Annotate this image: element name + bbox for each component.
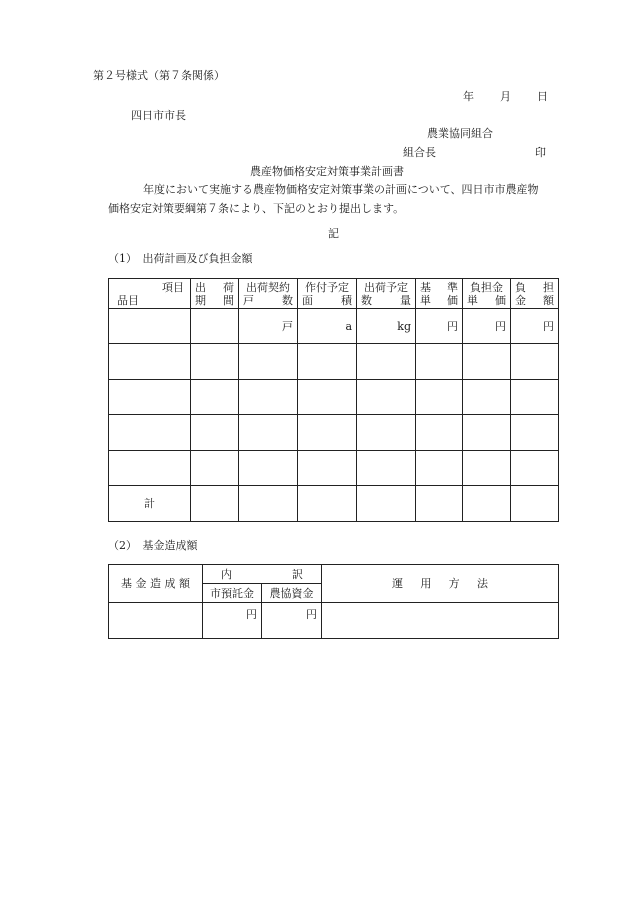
header-base-price	[416, 279, 463, 309]
table-row	[109, 344, 559, 380]
period-cell[interactable]	[191, 309, 239, 344]
intro-line-2: 価格安定対策要綱第７条により、下記のとおり提出します。	[108, 202, 405, 215]
table-cell[interactable]	[463, 344, 511, 380]
table-cell[interactable]	[416, 380, 463, 415]
item-cell[interactable]	[109, 309, 191, 344]
total-row	[109, 486, 559, 522]
usage-method-cell[interactable]	[322, 603, 559, 639]
table-cell[interactable]	[239, 344, 298, 380]
table-cell[interactable]	[463, 486, 511, 522]
table-cell[interactable]	[416, 415, 463, 451]
ki-mark: 記	[328, 227, 339, 240]
h-text: 単	[420, 293, 431, 307]
header-shipping-period	[191, 279, 239, 309]
h-text: 期	[195, 293, 206, 307]
h-text: 方	[448, 577, 460, 590]
table-cell[interactable]	[191, 415, 239, 451]
h-text: 運	[392, 577, 403, 590]
h-text: 荷	[223, 280, 234, 294]
fund-table	[108, 564, 559, 639]
h-text: 間	[223, 293, 234, 307]
h-text: 出荷契約	[246, 280, 290, 294]
table-row	[109, 451, 559, 486]
base-price-unit-cell[interactable]: 円	[416, 309, 463, 344]
h-text: 基	[420, 280, 431, 294]
header-shipping-quantity	[357, 279, 416, 309]
table-cell[interactable]	[357, 344, 416, 380]
corner-bottom-label: 品目	[117, 293, 139, 307]
table-cell[interactable]	[463, 415, 511, 451]
h-text: 数	[361, 293, 372, 307]
coop-funds-header: 農協資金	[262, 584, 322, 603]
h-text: 数	[282, 293, 293, 307]
h-text: 価	[447, 293, 458, 307]
table-cell[interactable]	[191, 380, 239, 415]
table-cell[interactable]	[239, 486, 298, 522]
header-levy-unit-price	[463, 279, 511, 309]
h-text: 単	[467, 293, 478, 307]
form-number: 第２号様式（第７条関係）	[93, 69, 225, 82]
table-cell[interactable]	[298, 415, 357, 451]
h-text: 出	[195, 280, 206, 294]
header-contract-households	[239, 279, 298, 309]
date-month: 月	[500, 90, 511, 103]
table-cell[interactable]	[357, 380, 416, 415]
h-text: 訳	[292, 567, 303, 581]
seal-mark: 印	[535, 146, 546, 159]
table-cell[interactable]	[511, 486, 559, 522]
table-cell[interactable]	[109, 380, 191, 415]
h-text: 積	[341, 293, 352, 307]
table-cell[interactable]	[357, 486, 416, 522]
applicant-title: 組合長	[403, 146, 436, 159]
table-cell[interactable]	[239, 451, 298, 486]
h-text: 金	[515, 293, 526, 307]
table-cell[interactable]	[463, 451, 511, 486]
fund-amount-cell[interactable]	[109, 603, 203, 639]
h-text: 出荷予定	[364, 280, 408, 294]
table-cell[interactable]	[357, 415, 416, 451]
h-text: 面	[302, 293, 313, 307]
table-cell[interactable]	[191, 344, 239, 380]
area-unit-cell[interactable]: a	[298, 309, 357, 344]
intro-line-1: 年度において実施する農産物価格安定対策事業の計画について、四日市市農産物	[143, 183, 539, 196]
households-unit-cell[interactable]: 戸	[239, 309, 298, 344]
table-cell[interactable]	[511, 415, 559, 451]
table-cell[interactable]	[298, 451, 357, 486]
corner-header-cell	[109, 279, 191, 309]
coop-funds-cell[interactable]: 円	[262, 603, 322, 639]
date-day: 日	[537, 90, 548, 103]
h-text: 戸	[243, 293, 254, 307]
table-row	[109, 380, 559, 415]
total-label-cell: 計	[109, 486, 191, 522]
h-text: 価	[495, 293, 506, 307]
h-text: 法	[476, 577, 488, 590]
h-text: 負担金	[470, 280, 503, 294]
quantity-unit-cell[interactable]: kg	[357, 309, 416, 344]
h-text: 量	[400, 293, 411, 307]
city-deposit-header: 市預託金	[203, 584, 262, 603]
table-cell[interactable]	[239, 415, 298, 451]
h-text: 負	[515, 280, 526, 294]
corner-top-label: 項目	[162, 280, 184, 294]
table-header-row	[109, 279, 559, 309]
header-levy-amount	[511, 279, 559, 309]
table-cell[interactable]	[239, 380, 298, 415]
header-planting-area	[298, 279, 357, 309]
h-text: 内	[221, 567, 232, 581]
table-cell[interactable]	[191, 486, 239, 522]
table-cell[interactable]	[298, 344, 357, 380]
table-cell[interactable]	[416, 486, 463, 522]
section1-heading: （1） 出荷計画及び負担金額	[108, 252, 253, 265]
table-row	[109, 415, 559, 451]
table-cell[interactable]	[511, 380, 559, 415]
addressee: 四日市市長	[131, 109, 186, 122]
table-cell[interactable]	[511, 451, 559, 486]
table-cell[interactable]	[298, 380, 357, 415]
table-cell[interactable]	[416, 344, 463, 380]
date-year: 年	[463, 90, 474, 103]
applicant-org: 農業協同組合	[427, 127, 493, 140]
section2-heading: （2） 基金造成額	[108, 539, 198, 552]
table-cell[interactable]	[416, 451, 463, 486]
h-text: 額	[543, 293, 554, 307]
levy-unit-price-unit-cell[interactable]: 円	[463, 309, 511, 344]
table-cell[interactable]	[109, 415, 191, 451]
table-cell[interactable]	[357, 451, 416, 486]
fund-data-row	[109, 603, 559, 639]
h-text: 準	[447, 280, 458, 294]
breakdown-header	[203, 565, 322, 584]
levy-amount-unit-cell[interactable]: 円	[511, 309, 559, 344]
table-cell[interactable]	[109, 451, 191, 486]
city-deposit-cell[interactable]: 円	[203, 603, 262, 639]
document-title: 農産物価格安定対策事業計画書	[250, 165, 404, 178]
table-cell[interactable]	[109, 344, 191, 380]
shipment-plan-table	[108, 278, 559, 522]
table-cell[interactable]	[191, 451, 239, 486]
table-cell[interactable]	[298, 486, 357, 522]
h-text: 担	[543, 280, 554, 294]
usage-method-header	[322, 565, 559, 603]
fund-amount-header: 基 金 造 成 額	[109, 565, 203, 603]
table-cell[interactable]	[463, 380, 511, 415]
h-text: 作付予定	[305, 280, 349, 294]
h-text: 用	[420, 577, 432, 590]
table-cell[interactable]	[511, 344, 559, 380]
table-row	[109, 309, 559, 344]
